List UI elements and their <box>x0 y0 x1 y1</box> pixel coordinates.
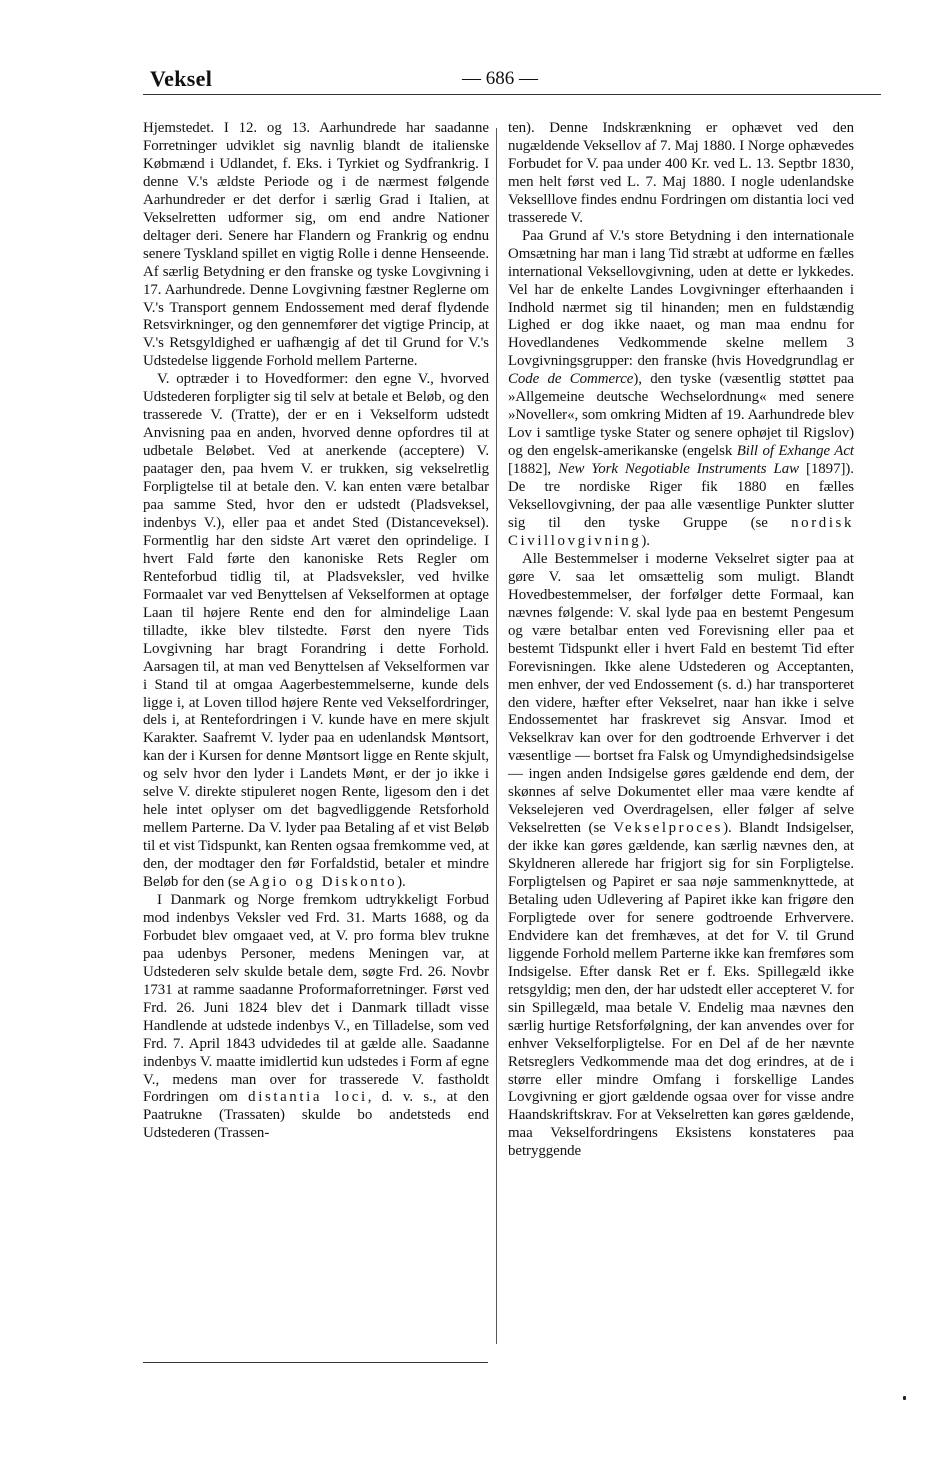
italic-title: Code de Commerce <box>508 371 634 388</box>
column-end-rule <box>143 1362 488 1363</box>
header-rule <box>143 94 881 95</box>
print-speck <box>903 1396 906 1400</box>
italic-title: Bill of Exhange Act <box>736 443 854 460</box>
paragraph-text: [1897]). De tre nordiske Riger fik 1880 en fælles Veksellovgivning, der paa alle væsentlige Punkter slutter sig til den tyske Gruppe (se <box>508 461 854 531</box>
cross-reference: Vekselproces <box>613 820 724 837</box>
page-title: Veksel <box>150 66 213 91</box>
paragraph-text: [1882], <box>508 461 552 478</box>
paragraph-text: ). <box>397 874 406 891</box>
left-column <box>143 120 489 1143</box>
paragraph-text: I Danmark og Norge fremkom udtrykkeligt Forbud mod indenbys Veksler ved Frd. 31. Marts 1688, og da Forbudet blev omgaaet ved, at V. pro forma blev trukne paa udenbys Personer, medens Meningen var, at Udstederen selv skulde betale dem, søgte Frd. 26. Novbr 1731 at ramme saadanne Proformaforretninger. Først ved Frd. 26. Juni 1824 blev det i Danmark tilladt visse Handlende at udstede indenbys V., en Tilladelse, som ved Frd. 7. April 1843 udvidedes til at gælde alle. Saadanne indenbys V. maatte imidlertid kun udstedes i Form af egne V., medens man over for trasserede V. fastholdt Fordringen om <box>143 891 489 1106</box>
paragraph-text: Alle Bestemmelser i moderne Vekselret sigter paa at gøre V. saa let omsættelig som muligt. Blandt Hovedbestemmelser, der forfølger dette Formaal, kan nævnes følgende: V. skal lyde paa en bestemt Pengesum og være betalbar enten ved Forevisning eller paa et bestemt Tidspunkt eller i hvert Fald en bestemt Tid efter Forevisningen. Ikke alene Udstederen og Acceptanten, men enhver, der ved Endossement (s. d.) har transporteret den videre, hæfter efter Vekselret, naar han ikke i selve Endossementet har fraskrevet sig Ansvar. Imod et Vekselkrav kan over for den godtroende Erhverver i det væsentlige — bortset fra Falsk og Umyndighedsindsigelse — ingen anden Indsigelse gøres gældende end dem, der skønnes af selve Dokumentet eller maa være kendte af Vekselejeren ved Overdragelsen, eller følger af selve Vekselretten (se <box>508 550 854 837</box>
paragraph <box>508 551 854 1161</box>
cross-reference: Agio og Diskonto <box>248 874 398 891</box>
paragraph: Hjemstedet. I 12. og 13. Aarhundrede har saadanne Forretninger udviklet sig navnlig blandt de italienske Købmænd i Udlandet, f. Eks. i Tyrkiet og Sydfrankrig. I denne V.'s ældste Periode og i de nærmest følgende Aarhundreder er det derfor i særlig Grad i Italien, at Vekselretten udformer sig, om end andre Nationer deltager deri. Senere har Flandern og Frankrig og endnu senere Tyskland spillet en vigtig Rolle i denne Henseende. Af særlig Betydning er den franske og tyske Lovgivning i 17. Aarhundrede. Denne Lovgivning fæstner Reglerne om V.'s Transport gennem Endossement med deraf flydende Retsvirkninger, og den gennemfører det vigtige Princip, at V.'s Retsgyldighed er uafhængig af det til Grund for V.'s Udstedelse liggende Forhold mellem Parterne. <box>143 120 489 370</box>
paragraph <box>143 371 489 892</box>
paragraph-text: ), den tyske (væsentlig støttet paa »Allgemeine deutsche Wechselordnung« med senere »Noveller«, som omkring Midten af 19. Aarhundrede blev Lov i samtlige tyske Stater og senere ophøjet til Rigslov) og den engelsk-amerikanske (engelsk <box>508 371 854 460</box>
paragraph-text: ). Blandt Indsigelser, der ikke kan gøres gældende, kan særlig nævnes den, at Skyldneren allerede har frigjort sig for sin Forpligtelse. Forpligtelsen og Papiret er saa nøje sammenknyttede, at Betaling uden Udlevering af Papiret ikke kan frigøre den Forpligtede over for senere godtroende Erhververe. Endvidere kan det fremhæves, at det for V. til Grund liggende Forhold mellem Parterne ikke kan fremføres som Indsigelse. Efter dansk Ret er f. Eks. Spillegæld ikke retsgyldig; men den, der har udstedt eller accepteret V. for sin Spillegæld, maa betale V. Endelig maa nævnes den særlig hurtige Retsforfølgning, der kan anvendes over for enhver Vekselforpligtelse. For en Del af de her nævnte Retsreglers Vedkommende maa det dog erindres, at de i større eller mindre Omfang i forskellige Landes Lovgivning er gjort gældende ogsaa over for visse andre Haandskriftskrav. For at Vekselretten kan gøres gældende, maa Vekselfordringens Eksistens konstateres paa betryggende <box>508 820 854 1160</box>
column-divider <box>496 128 497 1344</box>
right-column <box>508 120 854 1161</box>
paragraph: ten). Denne Indskrænkning er ophævet ved den nugældende Veksellov af 7. Maj 1880. I Norge ophævedes Forbudet for V. paa under 400 Kr. ved L. 13. Septbr 1830, men helt først ved L. 7. Maj 1880. I nogle udenlandske Vekselllove findes endnu Fordringen om distantia loci ved trasserede V. <box>508 120 854 226</box>
page-header <box>0 62 928 98</box>
paragraph-text: V. optræder i to Hovedformer: den egne V., hvorved Udstederen forpligter sig til selv at betale et Beløb, og den trasserede V. (Tratte), der er en i Vekselform udstedt Anvisning paa en anden, hvorved denne opfordres til at udbetale Beløbet. Ved at anerkende (acceptere) V. paatager den, paa hvem V. er trukken, sig vekselretlig Forpligtelse til at betale den. V. kan enten være betalbar paa samme Sted, hvor den er udstedt (Pladsveksel, indenbys V.), eller paa et andet Sted (Distanceveksel). Formentlig har den sidste Art været den oprindelige. I hvert Fald førte den kanoniske Rets Regler om Renteforbud tidlig til, at Pladsveksler, ved hvilke Formaalet var ved Benyttelsen af Vekselformen at optage Laan til højere Rente end den for almindelige Laan tilladte, ikke blev tilstedte. Først den nyere Tids Lovgivning har bragt Forandring i dette Forhold. Aarsagen til, at man ved Benyttelsen af Vekselformen var i Stand til at omgaa Aagerbestemmelserne, kunde dels ligge i, at Loven tillod højere Rente ved Vekselfordringer, dels i, at Rentefordringen i V. kunde have en mere skjult Karakter. Saafremt V. lyder paa en udenlandsk Møntsort, kan der i Kursen for denne Møntsort ligge en Rente skjult, og selv hvor den lyder i Landets Mønt, er der jo ikke i selve V. direkte stipuleret nogen Rente, ligesom den i det hele intet oplyser om det bagvedliggende Retsforhold mellem Parterne. Da V. lyder paa Betaling af et vist Beløb til et vist Tidspunkt, kan Renten ogsaa fremkomme ved, at den, der modtager den før Forfaldstid, betaler et mindre Beløb for den (se <box>143 371 489 891</box>
paragraph-text: Paa Grund af V.'s store Betydning i den internationale Omsætning har man i lang Tid stræbt at udforme en fælles international Veksellovgivning, uden at dette er lykkedes. Vel har de enkelte Landes Lovgivninger efterhaanden i Indhold nærmet sig til hinanden; men en fuldstændig Lighed er dog ikke naaet, og man maa endnu for Hovedlandenes Vedkommende skelne mellem 3 Lovgivningsgrupper: den franske (hvis Hovedgrundlag er <box>508 227 854 370</box>
italic-title: New York Negotiable Instruments Law <box>558 461 799 478</box>
paragraph <box>508 228 854 551</box>
cross-reference: nordisk Civillovgivning <box>508 514 854 549</box>
paragraph-text: ). <box>641 532 650 549</box>
page-number: — 686 — <box>462 68 538 89</box>
paragraph <box>143 892 489 1143</box>
paragraph-text: , d. v. s., at den Paatrukne (Trassaten) skulde bo andetsteds end Udstederen (Trassen- <box>143 1089 489 1142</box>
emphasized-term: distantia loci <box>248 1089 368 1106</box>
